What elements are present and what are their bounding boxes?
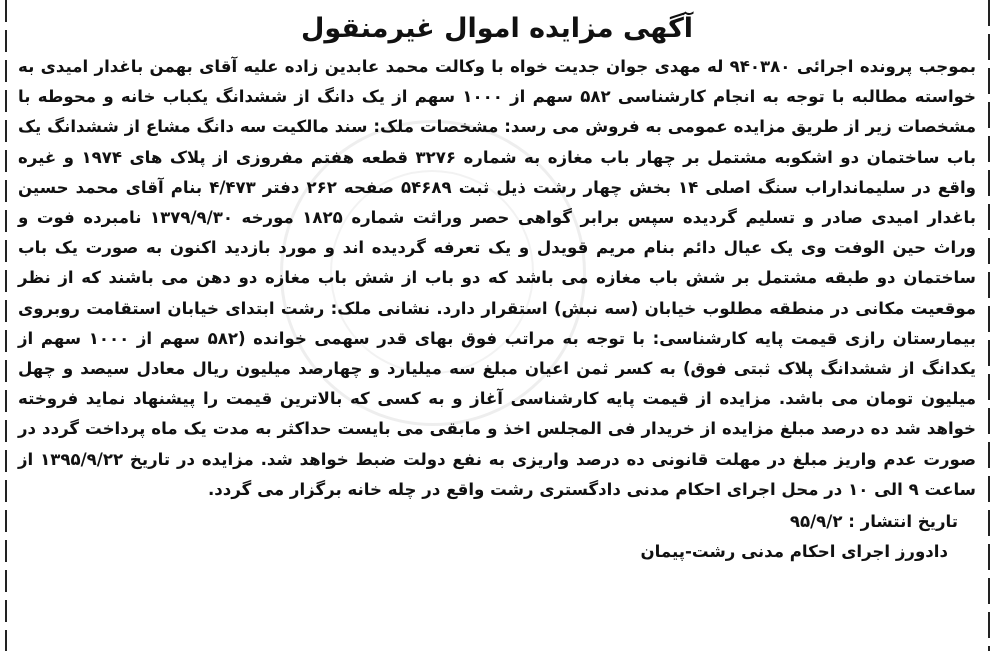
issuer-signature: دادورز اجرای احکام مدنی رشت-پیمان xyxy=(640,542,948,562)
notice-body: بموجب پرونده اجرائی ۹۴۰۳۸۰ له مهدی جوان جدیت خواه با وکالت محمد عابدین زاده علیه آقای بهمن باغدار امیدی به خواسته مطالبه با توجه به انجام کارشناسی ۵۸۲ سهم از ۱۰۰۰ سهم از یک دانگ از ششدانگ یکباب خانه و محوطه با مشخصات زیر از طریق مزایده عمومی به فروش می رسد: مشخصات ملک: سند مالکیت سه دانگ مشاع از ششدانگ یک باب ساختمان دو اشکوبه مشتمل بر چهار باب مغازه به شماره ۳۲۷۶ قطعه هفتم مفروزی از پلاک های ۱۹۷۴ و غیره واقع در سلیمانداراب سنگ اصلی ۱۴ بخش چهار رشت ذیل ثبت ۵۴۶۸۹ صفحه ۲۶۲ دفتر ۴/۴۷۳ بنام آقای محمد حسین باغدار امیدی صادر و تسلیم گردیده سپس برابر گواهی حصر وراثت شماره ۱۸۲۵ مورخه ۱۳۷۹/۹/۳۰ نامبرده فوت و وراث حین الوفت وی یک عیال دائم بنام مریم قویدل و یک تعرفه گردیده اند و مورد بازدید اکنون به صورت یک باب ساختمان دو طبقه مشتمل بر شش باب مغازه می باشد که دو باب از شش باب مغازه دو دهن می باشند که از نظر موقعیت مکانی در منطقه مطلوب خیابان (سه نبش) استقرار دارد. نشانی ملک: رشت ابتدای خیابان استقامت روبروی بیمارستان رازی قیمت پایه کارشناسی: با توجه به مراتب فوق بهای قدر سهمی خوانده (۵۸۲ سهم از ۱۰۰۰ سهم از یکدانگ از ششدانگ پلاک ثبتی فوق) به کسر ثمن اعیان مبلغ سه میلیارد و چهارصد میلیون ریال معادل سیصد و چهل میلیون تومان می باشد. مزایده از قیمت پایه کارشناسی آغاز و به کسی که بالاترین قیمت را پیشنهاد نماید فروخته خواهد شد ده درصد مبلغ مزایده از خریدار فی المجلس اخذ و مابقی می بایست حداکثر به مدت یک ماه پرداخت گردد در صورت عدم واریز مبلغ در مهلت قانونی ده درصد واریزی به نفع دولت ضبط خواهد شد. مزایده در تاریخ ۱۳۹۵/۹/۲۲ از ساعت ۹ الی ۱۰ در محل اجرای احکام مدنی دادگستری رشت واقع در چله خانه برگزار می گردد. xyxy=(18,57,976,499)
publish-date: تاریخ انتشار : ۹۵/۹/۲ xyxy=(789,512,958,532)
notice-footer xyxy=(18,507,958,567)
notice-title: آگهی مزایده اموال غیرمنقول xyxy=(300,13,694,44)
right-border-line xyxy=(988,0,990,651)
left-border-line xyxy=(5,0,7,651)
auction-notice xyxy=(18,6,976,646)
